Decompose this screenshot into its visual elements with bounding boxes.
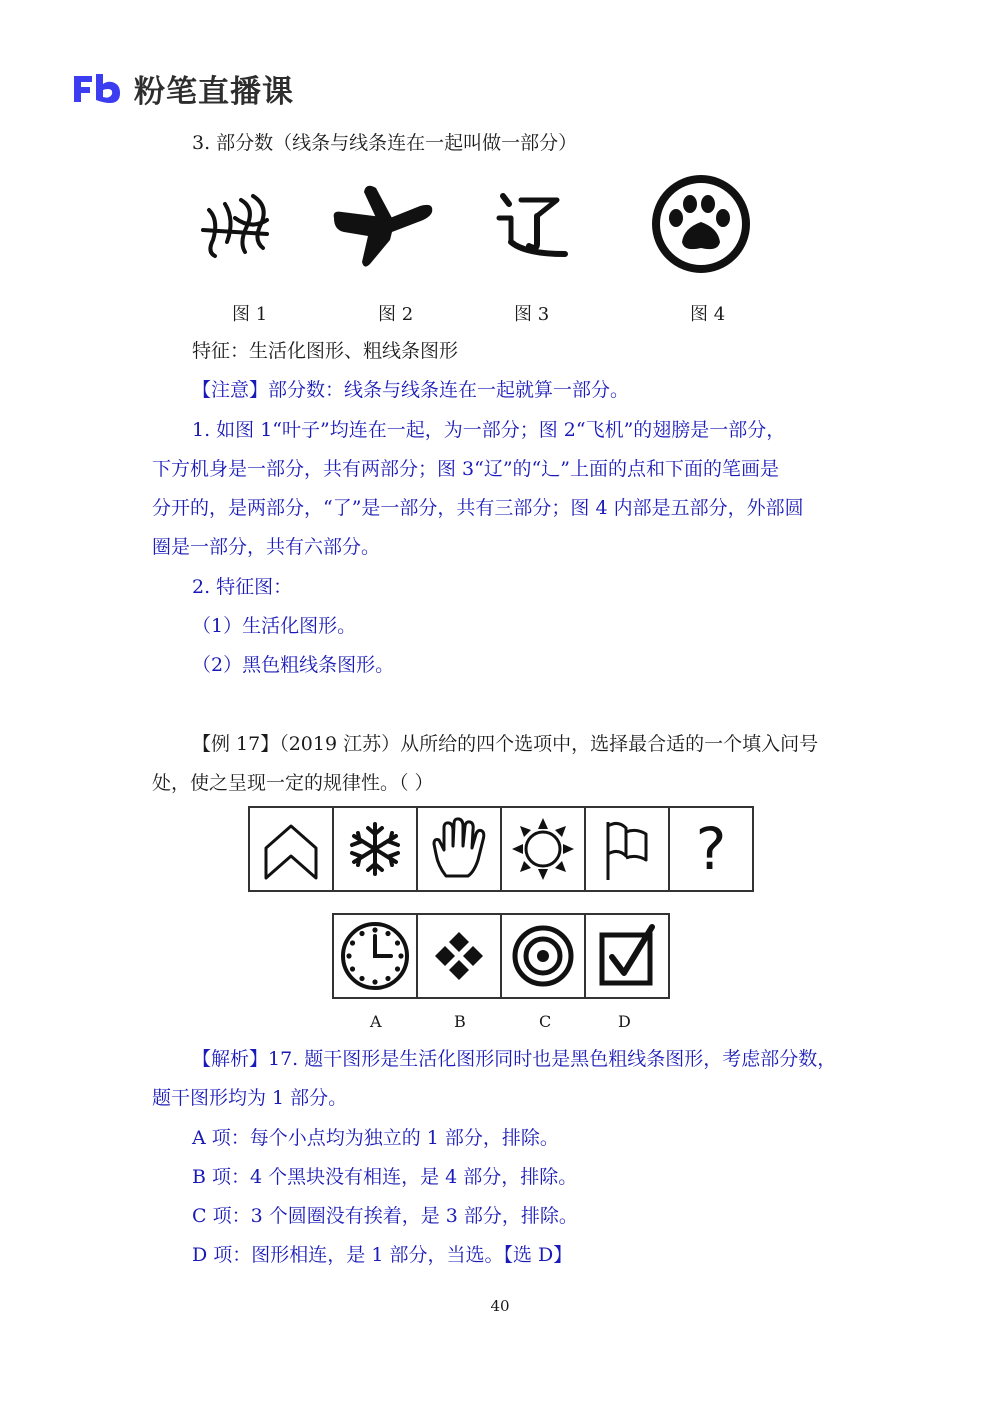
analysis-line: B 项：4 个黑块没有相连，是 4 部分，排除。 (192, 1166, 578, 1188)
checkbox-checked-icon (594, 923, 660, 989)
sequence-cell (418, 808, 502, 890)
note-line: 1. 如图 1“叶子”均连在一起，为一部分；图 2“飞机”的翅膀是一部分， (192, 419, 786, 441)
figure-caption-2: 图 2 (378, 304, 414, 325)
note-line: 分开的，是两部分，“了”是一部分，共有三部分；图 4 内部是五部分，外部圆 (152, 497, 804, 519)
sun-icon (510, 816, 576, 882)
liao-character-icon (495, 190, 569, 262)
note-heading: 【注意】部分数：线条与线条连在一起就算一部分。 (192, 379, 630, 401)
analysis-line: A 项：每个小点均为独立的 1 部分，排除。 (192, 1127, 559, 1149)
example-question: 【例 17】（2019 江苏）从所给的四个选项中，选择最合适的一个填入问号 (192, 733, 819, 755)
option-c-cell[interactable] (502, 915, 586, 997)
page-number: 40 (490, 1297, 510, 1315)
hand-icon (428, 816, 490, 882)
brand-logo (70, 66, 294, 111)
sequence-cell (670, 808, 752, 890)
question-mark: ? (695, 815, 727, 883)
analysis-line: C 项：3 个圆圈没有挨着，是 3 部分，排除。 (192, 1205, 578, 1227)
option-a-cell[interactable] (334, 915, 418, 997)
option-label-b: B (454, 1012, 466, 1031)
sequence-cell (502, 808, 586, 890)
option-label-a: A (370, 1012, 382, 1031)
note-line: （2）黑色粗线条图形。 (192, 654, 395, 676)
note-line: 2. 特征图： (192, 576, 293, 598)
analysis-line: 【解析】17. 题干图形是生活化图形同时也是黑色粗线条图形，考虑部分数， (192, 1048, 837, 1070)
note-line: 下方机身是一部分，共有两部分；图 3“辽”的“辶”上面的点和下面的笔画是 (152, 458, 779, 480)
option-b-cell[interactable] (418, 915, 502, 997)
airplane-icon (330, 178, 438, 270)
options-grid (332, 913, 670, 999)
section-title: 3. 部分数（线条与线条连在一起叫做一部分） (192, 132, 578, 154)
sequence-cell (334, 808, 418, 890)
note-line: （1）生活化图形。 (192, 615, 357, 637)
analysis-line: D 项：图形相连，是 1 部分，当选。【选 D】 (192, 1244, 573, 1266)
feature-line: 特征：生活化图形、粗线条图形 (192, 340, 459, 362)
option-label-d: D (618, 1012, 631, 1031)
figure-caption-4: 图 4 (690, 304, 726, 325)
question-sequence-grid (248, 806, 754, 892)
option-d-cell[interactable] (586, 915, 668, 997)
option-label-c: C (539, 1012, 552, 1031)
target-icon (510, 923, 576, 989)
paw-print-icon (646, 174, 756, 274)
sequence-cell (586, 808, 670, 890)
leaf-figure-icon (195, 190, 275, 260)
example-question: 处，使之呈现一定的规律性。（ ） (152, 772, 434, 794)
analysis-line: 题干图形均为 1 部分。 (152, 1087, 348, 1109)
clock-icon (339, 920, 411, 992)
snowflake-icon (344, 818, 406, 880)
flag-icon (596, 816, 658, 882)
note-line: 圈是一部分，共有六部分。 (152, 536, 381, 558)
fb-logo-icon (70, 72, 122, 106)
four-diamonds-icon (431, 928, 487, 984)
sequence-cell (250, 808, 334, 890)
brand-name: 粉笔直播课 (134, 74, 294, 110)
chevron-up-icon (260, 818, 322, 880)
figure-caption-3: 图 3 (514, 304, 550, 325)
figure-caption-1: 图 1 (232, 304, 268, 325)
